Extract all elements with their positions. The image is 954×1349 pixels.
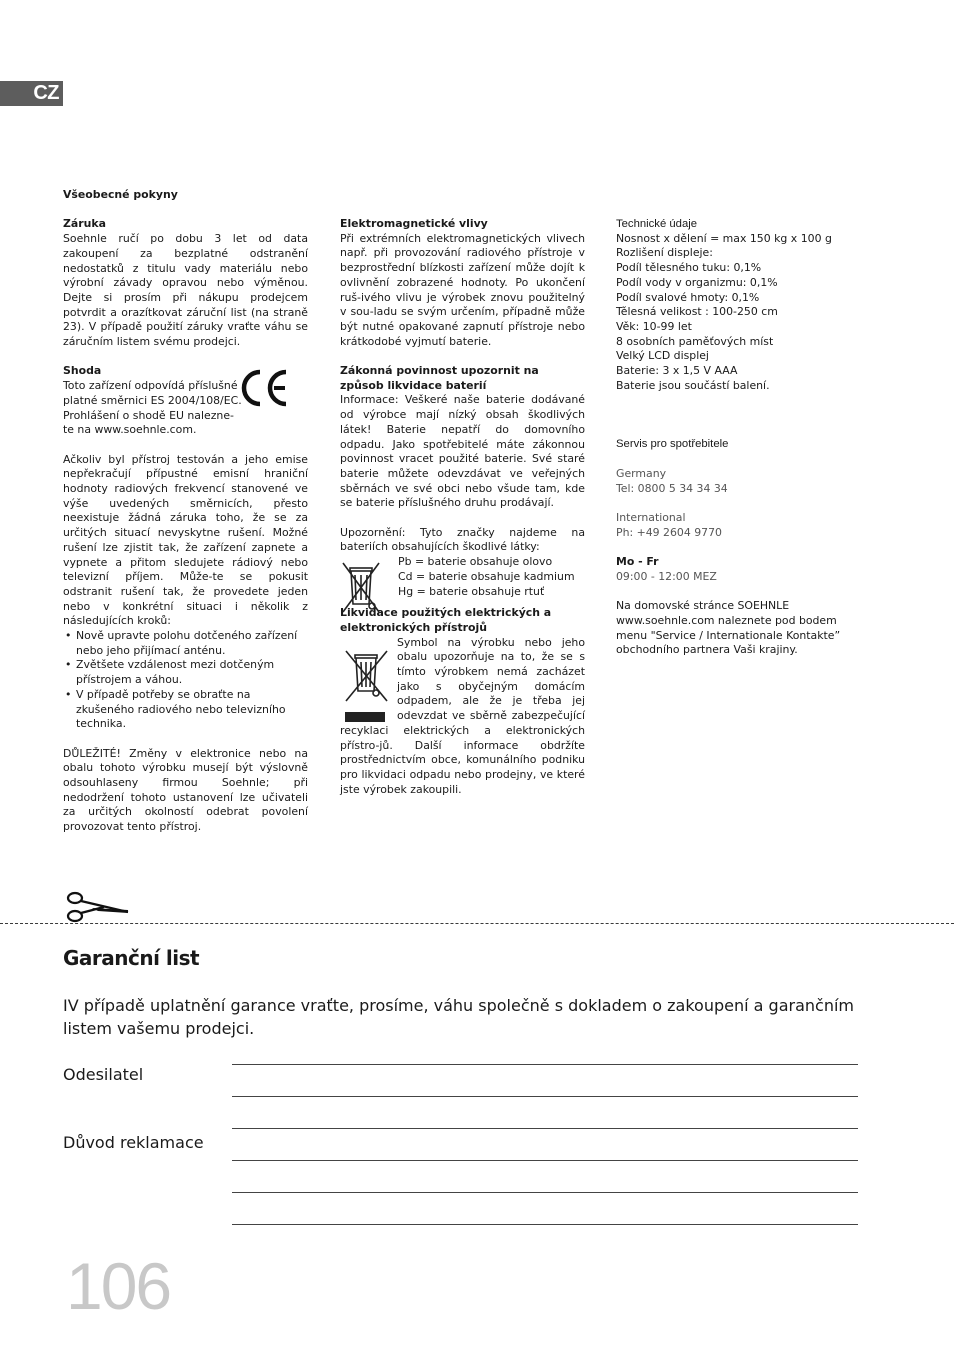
reason-line[interactable] <box>232 1128 858 1129</box>
crossed-bin-icon <box>340 560 382 616</box>
section-title: Všeobecné pokyny <box>63 188 178 201</box>
conformity-heading: Shoda <box>63 364 102 378</box>
spec-line: Baterie jsou součástí balení. <box>616 378 770 392</box>
reason-line[interactable] <box>232 1192 858 1193</box>
battery-heading: Zákonná povinnost upozornit na způsob likvidace baterií <box>340 364 539 392</box>
ce-mark-icon <box>238 368 290 408</box>
language-tab: CZ <box>0 81 63 106</box>
guarantee-intro: IV případě uplatnění garance vraťte, prosíme, váhu společně s dokladem o zakoupení a garančním listem vašemu prodejci. <box>63 996 854 1038</box>
conformity-line: te na www.soehnle.com. <box>63 423 197 437</box>
sender-line[interactable] <box>232 1096 858 1097</box>
cut-line <box>0 923 954 924</box>
sender-label: Odesilatel <box>63 1065 144 1084</box>
weee-bin-icon <box>340 649 392 725</box>
reason-line[interactable] <box>232 1160 858 1161</box>
battery-text: Informace: Veškeré naše baterie dodávané od výrobce mají nízký obsah škodlivých látek! Baterie nepatří do domovního odpadu. Jako spotřebitelé máte zákonnou povinnost vracet použité baterie. Své staré baterie můžete odevzdávat ve veřejných sběrnách ve své obci nebo všude tam, kde se baterie příslušného druhu prodávají. <box>340 393 585 510</box>
weee-heading: Likvidace použitých elektrických a elektronických přístrojů <box>340 606 552 634</box>
sender-line[interactable] <box>232 1064 858 1065</box>
web-line: www.soehnle.com naleznete pod bodem <box>616 613 837 627</box>
weee-line: Symbol na výrobku nebo jeho <box>397 635 585 649</box>
reason-line[interactable] <box>232 1224 858 1225</box>
hours-heading: Mo - Fr <box>616 555 659 569</box>
spec-line: Nosnost x dělení = max 150 kg x 100 g <box>616 231 832 245</box>
guarantee-title: Garanční list <box>63 946 200 970</box>
tech-heading: Technické údaje <box>616 218 698 230</box>
spec-line: Podíl vody v organizmu: 0,1% <box>616 275 778 289</box>
spec-line: Podíl tělesného tuku: 0,1% <box>616 261 762 275</box>
list-item: • V případě potřeby se obraťte na zkušeného radiového nebo televizního technika. <box>63 688 308 732</box>
list-item: • Nově upravte polohu dotčeného zařízení nebo jeho přijímací anténu. <box>63 629 308 658</box>
spec-line: Velký LCD displej <box>616 349 709 363</box>
web-line: Na domovské stránce SOEHNLE <box>616 599 790 613</box>
emc-text: Při extrémních elektromagnetických vlivech např. při provozování radiového přístroje v bezprostřední blízkosti zařízení může dojít k ovlivnění zobrazené hodnoty. Po ukončení ruš-ivého vlivu je výrobek znovu použitelný v sou-ladu se svým určením, případně může být nutné opakované zapnutí přístroje nebo krátkodobé vyjmutí baterie. <box>340 231 585 348</box>
weee-text: recyklaci elektrických a elektronických přístro-jů. Další informace obdržíte prostřednictvím obce, komunálního podniku pro likvidaci odpadu nebo prodejny, ve které jste výrobek zakoupili. <box>340 723 585 796</box>
weee-line: tímto výrobkem nemá zacházet <box>397 665 585 679</box>
column-general <box>63 188 308 835</box>
web-line: menu "Service / Internationale Kontakte” <box>616 628 841 642</box>
spec-line: Věk: 10-99 let <box>616 319 692 333</box>
international-phone: Ph: +49 2604 9770 <box>616 525 722 539</box>
weee-line: jako s obyčejným domácím <box>397 679 585 693</box>
conformity-line: Prohlášení o shodě EU nalezne- <box>63 408 234 422</box>
spec-line: Rozlišení displeje: <box>616 246 713 260</box>
emc-heading: Elektromagnetické vlivy <box>340 217 488 230</box>
interference-steps <box>63 629 308 732</box>
notice-text: Upozornění: Tyto značky najdeme na bateriích obsahujících škodlivé látky: <box>340 525 585 554</box>
spec-line: Podíl svalové hmoty: 0,1% <box>616 290 760 304</box>
battery-code: Cd = baterie obsahuje kadmium <box>398 569 575 583</box>
important-text: DŮLEŽITÉ! Změny v elektronice nebo na obalu tohoto výrobku musejí být výslovně odsouhlaseny firmou Soehnle; při nedodržení tohoto ustanovení lze učivateli za určitých okolností odebrat povolení provozovat tento přístroj. <box>63 746 308 834</box>
conformity-line: Toto zařízení odpovídá příslušné <box>63 379 238 393</box>
reason-label: Důvod reklamace <box>63 1133 204 1152</box>
weee-line: obalu upozorňuje na to, že se s <box>397 650 585 664</box>
spec-line: Tělesná velikost : 100-250 cm <box>616 305 778 319</box>
germany-phone: Tel: 0800 5 34 34 34 <box>616 481 728 495</box>
battery-code: Pb = baterie obsahuje olovo <box>398 555 553 569</box>
weee-line: odpadem, ale že je třeba jej <box>397 694 585 708</box>
battery-code: Hg = baterie obsahuje rtuť <box>398 584 545 598</box>
international-label: International <box>616 510 686 524</box>
service-heading: Servis pro spotřebitele <box>616 438 729 451</box>
scissors-icon <box>64 888 132 924</box>
hours-text: 09:00 - 12:00 MEZ <box>616 569 717 583</box>
germany-label: Germany <box>616 466 667 480</box>
conformity-line: platné směrnici ES 2004/108/EC. <box>63 393 242 407</box>
web-line: obchodního partnera Vaši krajiny. <box>616 643 798 657</box>
warranty-heading: Záruka <box>63 217 106 231</box>
weee-line: odevzdat ve sběrně zabezpečující <box>397 709 585 723</box>
warranty-text: Soehnle ručí po dobu 3 let od data zakoupení za bezplatné odstranění nedostatků z titulu vady materiálu nebo výrobní závady opravou nebo výměnou. Dejte si prosím při nákupu prodejcem potvrdit a orazítkovat záruční list (na straně 23). V případě použití záruky vraťte váhu se záručním listem svému prodejci. <box>63 232 308 349</box>
column-specs <box>616 217 866 658</box>
interference-text: Ačkoliv byl přístroj testován a jeho emise nepřekračují přípustné emisní hraniční hodnoty radiových frekvencí stanovené ve výše uvedených směrnicích, přesto neexistuje žádná záruka toho, že se za určitých situací nevyskytne rušení. Možné rušení lze zjistit tak, že zařízení zapnete a vypnete a přitom sledujete rádiový nebo televizní příjem. Může-te se pokusit odstranit rušení tak, že provedete jeden nebo v konkrétní situaci i několik z následujících kroků: <box>63 452 308 628</box>
spec-line: 8 osobních paměťových míst <box>616 334 774 348</box>
list-item: • Zvětšete vzdálenost mezi dotčeným přístrojem a váhou. <box>63 658 308 687</box>
page-number: 106 <box>66 1249 171 1323</box>
spec-line: Baterie: 3 x 1,5 V AAA <box>616 364 738 378</box>
